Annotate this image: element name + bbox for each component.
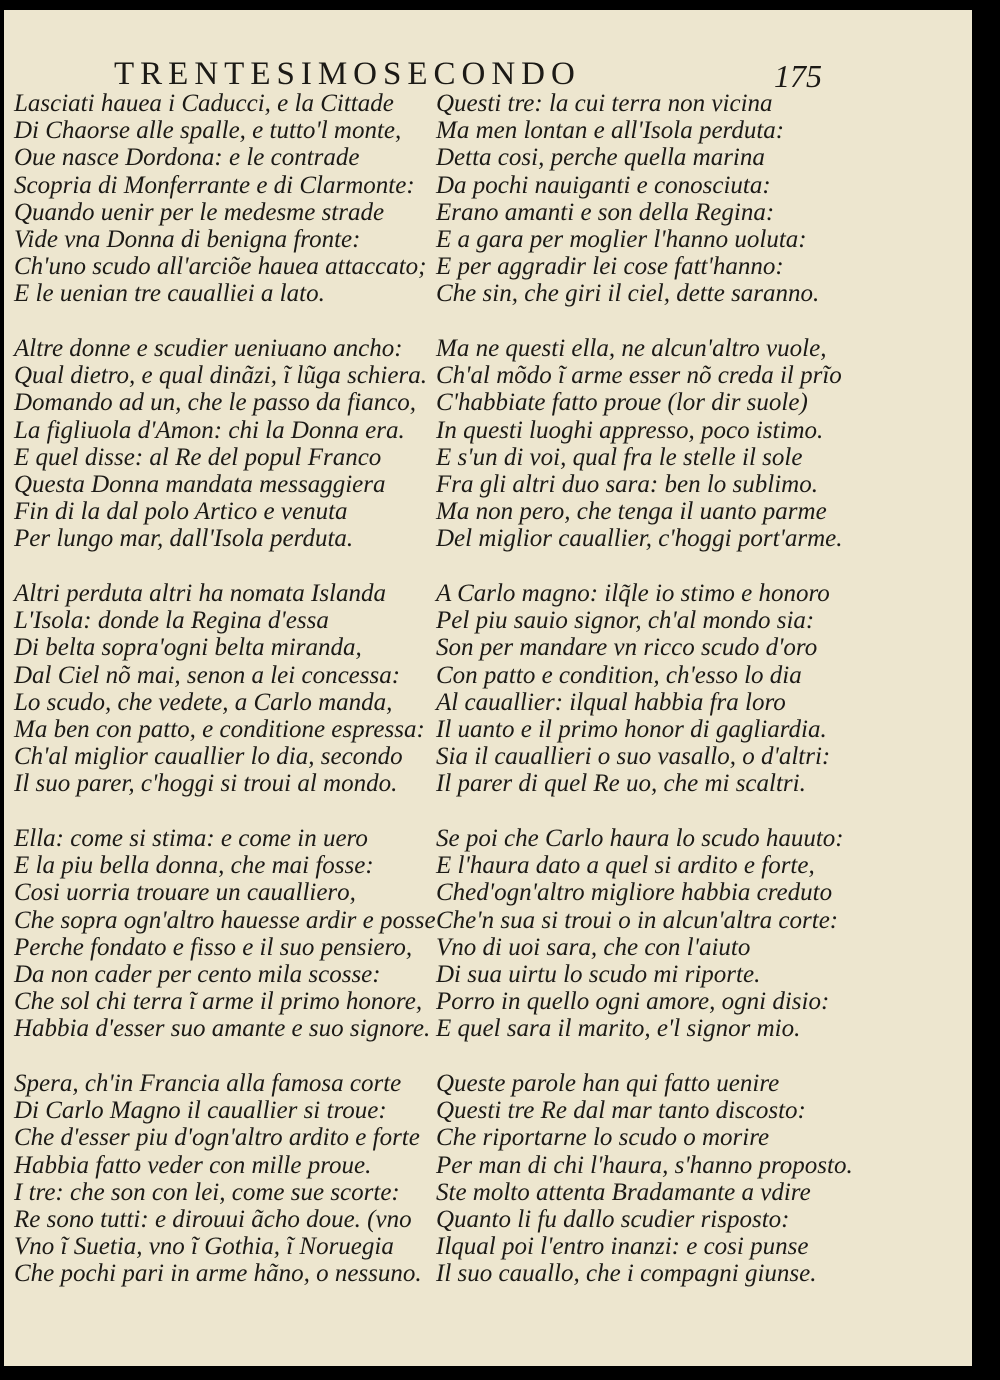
stanza	[14, 825, 436, 1043]
left-column	[14, 90, 436, 1315]
verse-line: E per aggradir lei cose fatt'hanno:	[436, 253, 784, 281]
verse-line: Ch'uno scudo all'arciõe hauea attaccato;	[14, 253, 427, 281]
verse-line: E la piu bella donna, che mai fosse:	[14, 852, 374, 880]
verse-line: Erano amanti e son della Regina:	[436, 198, 775, 226]
verse-line: Ch'al miglior cauallier lo dia, secondo	[14, 743, 403, 771]
verse-line: Che sin, che giri il ciel, dette saranno.	[436, 280, 820, 308]
book-page	[4, 10, 972, 1366]
verse-line: Vno di uoi sara, che con l'aiuto	[436, 933, 751, 961]
verse-line: Da pochi nauiganti e conosciuta:	[436, 171, 771, 199]
verse-line: Habbia d'esser suo amante e suo signore.	[14, 1015, 431, 1043]
verse-line: Ella: come si stima: e come in uero	[14, 825, 368, 852]
verse-line: E quel disse: al Re del popul Franco	[14, 443, 382, 471]
verse-line: Questi tre: la cui terra non vicina	[436, 90, 773, 117]
verse-line: Il suo parer, c'hoggi si troui al mondo.	[14, 770, 398, 798]
verse-line: Dal Ciel nõ mai, senon a lei concessa:	[14, 661, 401, 689]
verse-line: Se poi che Carlo haura lo scudo hauuto:	[436, 825, 844, 852]
stanza	[436, 825, 853, 1043]
verse-line: I tre: che son con lei, come sue scorte:	[14, 1178, 400, 1206]
verse-line: Lasciati hauea i Caducci, e la Cittade	[14, 90, 394, 117]
verse-line: Domando ad un, che le passo da fianco,	[14, 389, 417, 417]
verse-line: Ilqual poi l'entro inanzi: e cosi punse	[436, 1233, 809, 1261]
verse-line: Cosi uorria trouare un cauallierο,	[14, 879, 356, 907]
verse-line: Re sono tutti: e dirouui ãcho doue. (vno	[14, 1205, 412, 1233]
verse-line: Vide vna Donna di benigna fronte:	[14, 225, 361, 253]
verse-line: Oue nasce Dordona: e le contrade	[14, 144, 360, 172]
verse-line: Fin di la dal polo Artico e venuta	[14, 498, 348, 526]
stanza	[14, 580, 436, 798]
verse-line: Di sua uirtu lo scudo mi riporte.	[436, 960, 761, 988]
verse-line: Ma non pero, che tenga il uanto parme	[436, 498, 827, 526]
verse-line: Per man di chi l'haura, s'hanno proposto.	[436, 1151, 853, 1179]
verse-line: Che sol chi terra ĩ arme il primo honore,	[14, 988, 423, 1016]
verse-line: Con patto e condition, ch'esso lo dia	[436, 661, 802, 689]
stanza	[14, 90, 436, 308]
verse-line: Porro in quello ogni amore, ogni disio:	[436, 988, 830, 1016]
verse-line: Da non cader per cento mila scosse:	[14, 960, 381, 988]
running-title: TRENTESIMOSECONDO	[114, 56, 581, 92]
verse-line: Di belta sopra'ogni belta miranda,	[14, 634, 362, 662]
verse-line: Detta cosi, perche quella marina	[436, 144, 765, 172]
verse-line: Qual dietro, e qual dinãzi, ĩ lũga schiera.	[14, 362, 427, 390]
verse-line: Al cauallier: ilqual habbia fra loro	[436, 688, 786, 716]
verse-line: Scopria di Monferrante e di Clarmonte:	[14, 171, 415, 199]
verse-line: Che sopra ogn'altro hauesse ardir e posse	[14, 906, 436, 934]
stanza	[14, 335, 436, 553]
verse-line: C'habbiate fatto proue (lor dir suole)	[436, 389, 808, 417]
verse-line: Ste molto attenta Bradamante a vdire	[436, 1178, 811, 1206]
verse-line: Ma men lontan e all'Isola perduta:	[436, 117, 785, 145]
verse-line: Son per mandare vn ricco scudo d'oro	[436, 634, 818, 662]
verse-line: Di Chaorse alle spalle, e tutto'l monte,	[14, 117, 402, 145]
verse-line: Che pochi pari in arme hãno, o nessuno.	[14, 1260, 422, 1288]
stanza	[14, 1070, 436, 1288]
verse-line: E a gara per moglier l'hanno uoluta:	[436, 225, 807, 253]
verse-line: Ma ne questi ella, ne alcun'altro vuole,	[436, 335, 827, 362]
verse-line: Altri perduta altri ha nomata Islanda	[14, 580, 386, 607]
stanza	[436, 90, 853, 308]
verse-line: La figliuola d'Amon: chi la Donna era.	[14, 416, 405, 444]
verse-line: Che riportarne lo scudo o morire	[436, 1124, 770, 1152]
verse-line: Sia il cauallieri o suo vasallo, o d'altri:	[436, 743, 831, 771]
verse-line: Il suo cauallo, che i compagni giunse.	[436, 1260, 817, 1288]
verse-line: E l'haura dato a quel si ardito e forte,	[436, 852, 815, 880]
verse-line: In questi luoghi appresso, poco istimo.	[436, 416, 824, 444]
verse-line: Quando uenir per le medesme strade	[14, 198, 385, 226]
verse-line: E le uenian tre caualliei a lato.	[14, 280, 325, 308]
verse-line: Quanto li fu dallo scudier risposto:	[436, 1205, 790, 1233]
verse-line: Il uanto e il primo honor di gagliardia.	[436, 715, 827, 743]
verse-line: L'Isola: donde la Regina d'essa	[14, 607, 329, 635]
right-column	[436, 90, 853, 1315]
verse-line: Perche fondato e fisso e il suo pensiero,	[14, 933, 413, 961]
verse-line: Di Carlo Magno il cauallier si troue:	[14, 1097, 387, 1125]
stanza	[436, 580, 853, 798]
verse-line: Altre donne e scudier ueniuano ancho:	[14, 335, 403, 362]
verse-line: Vno ĩ Suetia, vno ĩ Gothia, ĩ Noruegia	[14, 1233, 394, 1261]
verse-line: Spera, ch'in Francia alla famosa corte	[14, 1070, 402, 1097]
verse-line: Fra gli altri duo sara: ben lo sublimo.	[436, 470, 818, 498]
stanza	[436, 335, 853, 553]
stanza	[436, 1070, 853, 1288]
verse-line: Ched'ogn'altro migliore habbia creduto	[436, 879, 833, 907]
verse-line: Il parer di quel Re uo, che mi scaltri.	[436, 770, 806, 798]
verse-line: Questi tre Re dal mar tanto discosto:	[436, 1097, 806, 1125]
verse-line: Lo scudo, che vedete, a Carlo manda,	[14, 688, 393, 716]
verse-line: Habbia fatto veder con mille proue.	[14, 1151, 372, 1179]
verse-line: Questa Donna mandata messaggiera	[14, 470, 386, 498]
verse-line: Per lungo mar, dall'Isola perduta.	[14, 525, 354, 553]
page-number: 175	[774, 58, 822, 94]
verse-line: A Carlo magno: ilq̃le io stimo e honoro	[436, 580, 830, 607]
verse-line: Che'n sua si troui o in alcun'altra corte:	[436, 906, 839, 934]
verse-line: Pel piu sauio signor, ch'al mondo sia:	[436, 607, 815, 635]
verse-line: Ch'al mõdo ĩ arme esser nõ creda il prĩo	[436, 362, 842, 390]
verse-line: Queste parole han qui fatto uenire	[436, 1070, 780, 1097]
verse-line: E quel sara il marito, e'l signor mio.	[436, 1015, 801, 1043]
verse-line: E s'un di voi, qual fra le stelle il sole	[436, 443, 803, 471]
verse-line: Del miglior cauallier, c'hoggi port'arme.	[436, 525, 843, 553]
verse-line: Che d'esser piu d'ogn'altro ardito e forte	[14, 1124, 420, 1152]
verse-line: Ma ben con patto, e conditione espressa:	[14, 715, 425, 743]
